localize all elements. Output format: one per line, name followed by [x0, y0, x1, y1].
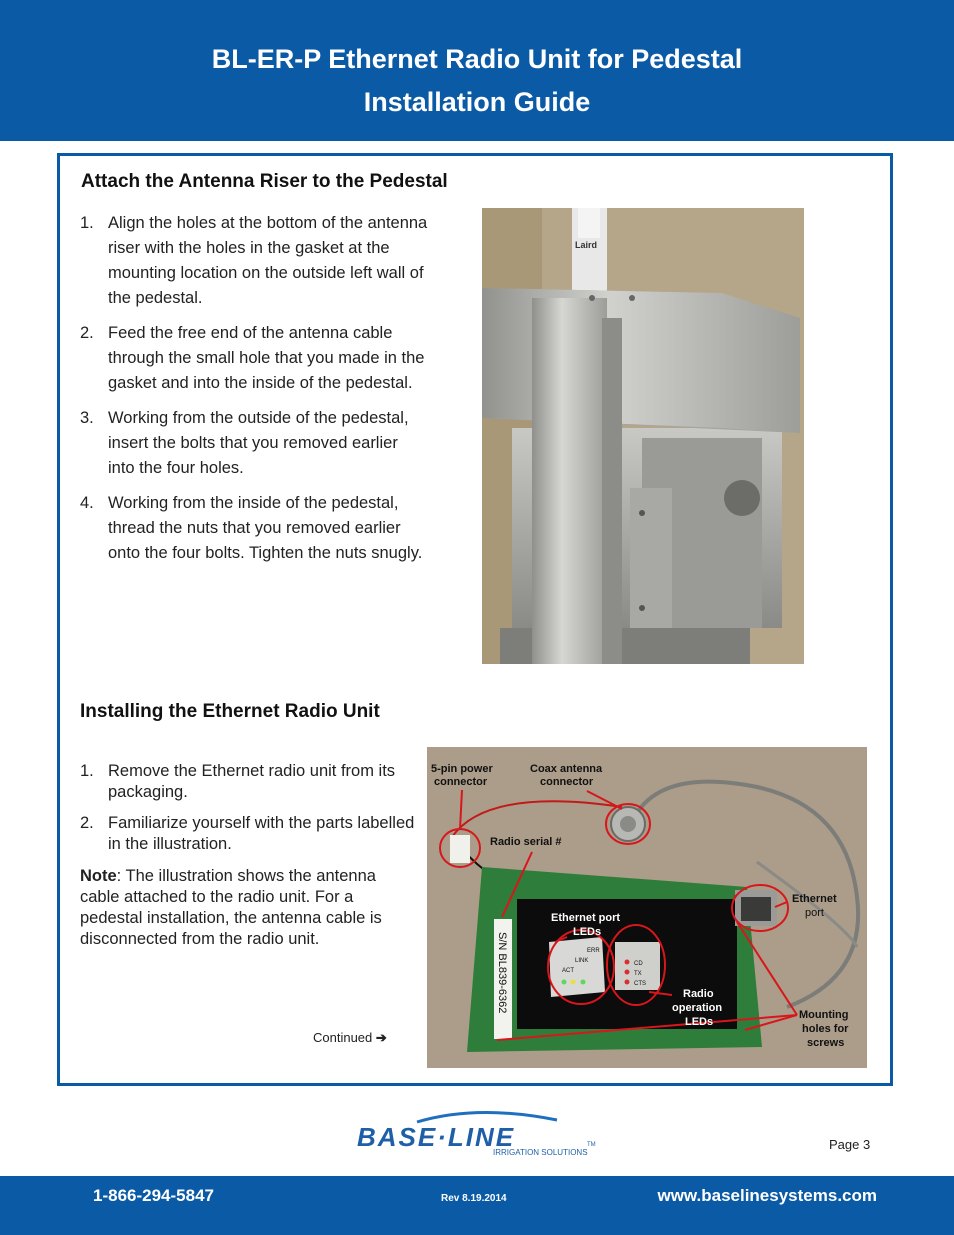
callout-ethernet-port: Ethernet: [792, 893, 837, 905]
page-subtitle: Installation Guide: [363, 87, 591, 117]
step-text: Working from the outside of the pedestal, insert the bolts that you removed earlier into the four holes.: [108, 409, 409, 477]
step-number: 2.: [80, 814, 94, 832]
list-item: [80, 211, 428, 311]
step-text: Feed the free end of the antenna cable through the small hole that you made in the gasket and into the inside of the pedestal.: [108, 324, 425, 392]
logo-wordmark: BASE·LINE: [357, 1122, 516, 1152]
callout-power-connector-2: connector: [434, 776, 488, 788]
callout-radio-leds-2: operation: [672, 1002, 723, 1014]
serial-number-label: S/N BL839-6362: [496, 932, 508, 1014]
step-number: 1.: [80, 762, 94, 780]
list-item: [80, 491, 428, 566]
step-text: Align the holes at the bottom of the antenna riser with the holes in the gasket at the mounting location on the outside left wall of the pedestal.: [108, 214, 428, 307]
logo-trademark: TM: [587, 1142, 596, 1148]
list-item: [80, 321, 428, 396]
page-header: [0, 0, 954, 141]
step-text: Familiarize yourself with the parts labelled in the illustration.: [108, 814, 415, 853]
callout-mounting-holes-3: screws: [807, 1037, 845, 1049]
antenna-riser-photo: [482, 208, 804, 664]
radio-led-label-cd: CD: [634, 961, 643, 967]
continued-indicator: [313, 1030, 387, 1046]
page-number: Page 3: [829, 1137, 871, 1152]
note-label: Note: [80, 867, 117, 885]
callout-mounting-holes-2: holes for: [802, 1023, 849, 1035]
eth-led-label-err: ERR: [587, 948, 600, 954]
footer-revision: Rev 8.19.2014: [441, 1193, 507, 1204]
section-heading-antenna-riser: Attach the Antenna Riser to the Pedestal: [81, 171, 448, 192]
note-paragraph: [80, 866, 415, 950]
callout-radio-leds-3: LEDs: [685, 1016, 714, 1028]
callout-coax-connector-2: connector: [540, 776, 594, 788]
footer-phone: 1-866-294-5847: [93, 1186, 214, 1205]
logo-tagline: IRRIGATION SOLUTIONS: [493, 1148, 588, 1157]
section-heading-ethernet-radio: Installing the Ethernet Radio Unit: [80, 701, 380, 722]
ethernet-radio-steps: [80, 761, 420, 865]
antenna-riser-steps: [80, 211, 428, 576]
eth-led-label-link: LINK: [575, 958, 589, 964]
step-number: 3.: [80, 409, 94, 427]
callout-radio-leds: Radio: [683, 988, 714, 1000]
radio-led-label-cts: CTS: [634, 981, 646, 987]
radio-led-label-tx: TX: [634, 971, 642, 977]
antenna-riser-illustration: [482, 208, 804, 664]
baseline-logo: [357, 1108, 597, 1160]
step-number: 1.: [80, 214, 94, 232]
ethernet-radio-illustration: [427, 747, 867, 1068]
list-item: [80, 813, 420, 855]
page-title: BL-ER-P Ethernet Radio Unit for Pedestal: [211, 44, 743, 74]
list-item: [80, 761, 420, 803]
callout-power-connector: 5-pin power: [431, 763, 493, 775]
callout-ethernet-leds: Ethernet port: [551, 912, 621, 924]
step-text: Working from the inside of the pedestal, thread the nuts that you removed earlier onto the four bolts. Tighten the nuts snugly.: [108, 494, 423, 562]
ethernet-radio-photo: [427, 747, 867, 1068]
callout-ethernet-leds-2: LEDs: [573, 926, 602, 938]
callout-coax-connector: Coax antenna: [530, 763, 603, 775]
step-number: 4.: [80, 494, 94, 512]
step-text: Remove the Ethernet radio unit from its packaging.: [108, 762, 396, 801]
baseline-logo-graphic: [357, 1108, 597, 1160]
continued-label: Continued: [313, 1030, 373, 1045]
callout-ethernet-port-2: port: [805, 907, 824, 919]
callout-radio-serial: Radio serial #: [490, 836, 562, 848]
callout-mounting-holes: Mounting: [799, 1009, 849, 1021]
list-item: [80, 406, 428, 481]
note-text: : The illustration shows the antenna cable attached to the radio unit. For a pedestal installation, the antenna cable is disconnected from the radio unit.: [80, 867, 382, 948]
arrow-right-icon: ➔: [375, 1030, 387, 1045]
footer-website: www.baselinesystems.com: [657, 1186, 877, 1205]
step-number: 2.: [80, 324, 94, 342]
eth-led-label-act: ACT: [562, 968, 574, 974]
antenna-brand-label: Laird: [575, 240, 598, 250]
